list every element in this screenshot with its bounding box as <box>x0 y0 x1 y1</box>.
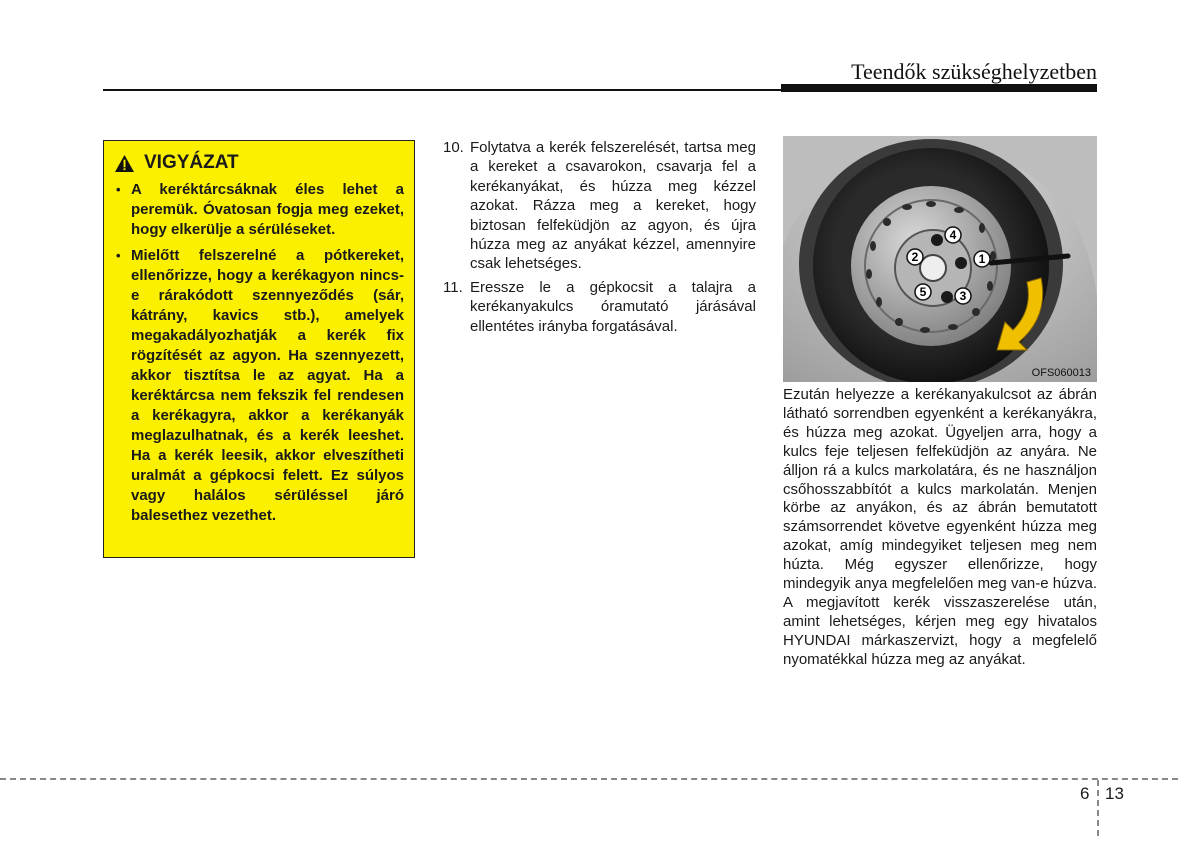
warning-triangle-icon <box>114 154 135 173</box>
chapter-number: 6 <box>1080 784 1090 803</box>
page-number: 13 <box>1105 784 1124 803</box>
step-number: 10. <box>443 139 464 156</box>
nut-label: 4 <box>949 228 957 242</box>
step-list <box>443 138 756 340</box>
figure-code: OFS060013 <box>1031 367 1091 379</box>
warning-heading <box>114 153 404 173</box>
nut-label: 2 <box>911 250 919 264</box>
wheel-nut-tightening-figure <box>783 136 1097 382</box>
footer-dashed-rule <box>0 778 1178 780</box>
instruction-paragraph: Ezután helyezze a kerékanyakulcsot az ábrán látható sorrendben egyenként a kerékanyákra, és húzza meg azokat. Ügyeljen arra, hogy a kulcs feje teljesen felfeküdjön az anyára. Ne álljon rá a kulcs markolatára, és ne használjon csőhosszabbítót a kulcs markolatán. Menjen körbe az anyákon, és az ábrán bemutatott számsorrendet követve egyenként húzza meg azokat, amíg mindegyiket teljesen meg nem húzta. Még egyszer ellenőrizze, hogy mindegyik anya megfelelően meg van-e húzva. A megjavított kerék visszaszerelése után, amint lehetséges, kérjen meg egy hivatalos HYUNDAI márkaszervizt, hogy a megfelelő nyomatékkal húzza meg az anyákat. <box>783 386 1097 668</box>
header-rule-thin <box>103 89 783 91</box>
nut-label: 3 <box>959 289 967 303</box>
warning-box <box>103 140 415 558</box>
step-text: Folytatva a kerék felszerelését, tartsa meg a kereket a csavarokon, csavarja fel a kerékanyákat, és húzza meg kézzel azokat. Rázza meg a kereket, hogy biztosan felfeküdjön az agyon, és újra húzza meg az anyákat kézzel, amennyire csak lehetséges. <box>470 139 756 273</box>
warning-list <box>114 180 404 526</box>
warning-item: • Mielőtt felszerelné a pótkereket, ellenőrizze, hogy a kerékagyon nincs-e rárakódott szennyeződés (sár, kátrány, kavics stb.), amelyek megakadályozhatják a kerék fix rögzítését az agyon. Ha szennyezett, akkor tisztítsa le az agyat. Ha a keréktárcsa nem fekszik fel rendesen a kerékagyra, akkor a kerékanyák meglazulhatnak, és a kerék leeshet. Ha a kerék leesik, akkor elveszítheti uralmát a gépkocsi felett. Ez súlyos vagy halálos sérüléssel járó balesethez vezethet. <box>114 246 404 526</box>
wheel-illustration <box>783 136 1097 382</box>
nut-label: 5 <box>919 285 927 299</box>
step-item <box>443 278 756 336</box>
step-number: 11. <box>443 278 463 296</box>
warning-item: • A keréktárcsáknak éles lehet a peremük. Óvatosan fogja meg ezeket, hogy elkerülje a sérüléseket. <box>114 180 404 240</box>
step-text: Eressze le a gépkocsit a talajra a kerékanyakulcs óramutató járásával ellentétes irányba forgatásával. <box>470 278 756 335</box>
footer-dashed-divider <box>1097 780 1099 836</box>
page-header-title: Teendők szükséghelyzetben <box>851 59 1097 84</box>
nut-label: 1 <box>978 252 986 266</box>
step-item <box>443 138 756 274</box>
warning-title: VIGYÁZAT <box>144 152 239 173</box>
header-rule-thick <box>781 84 1097 92</box>
